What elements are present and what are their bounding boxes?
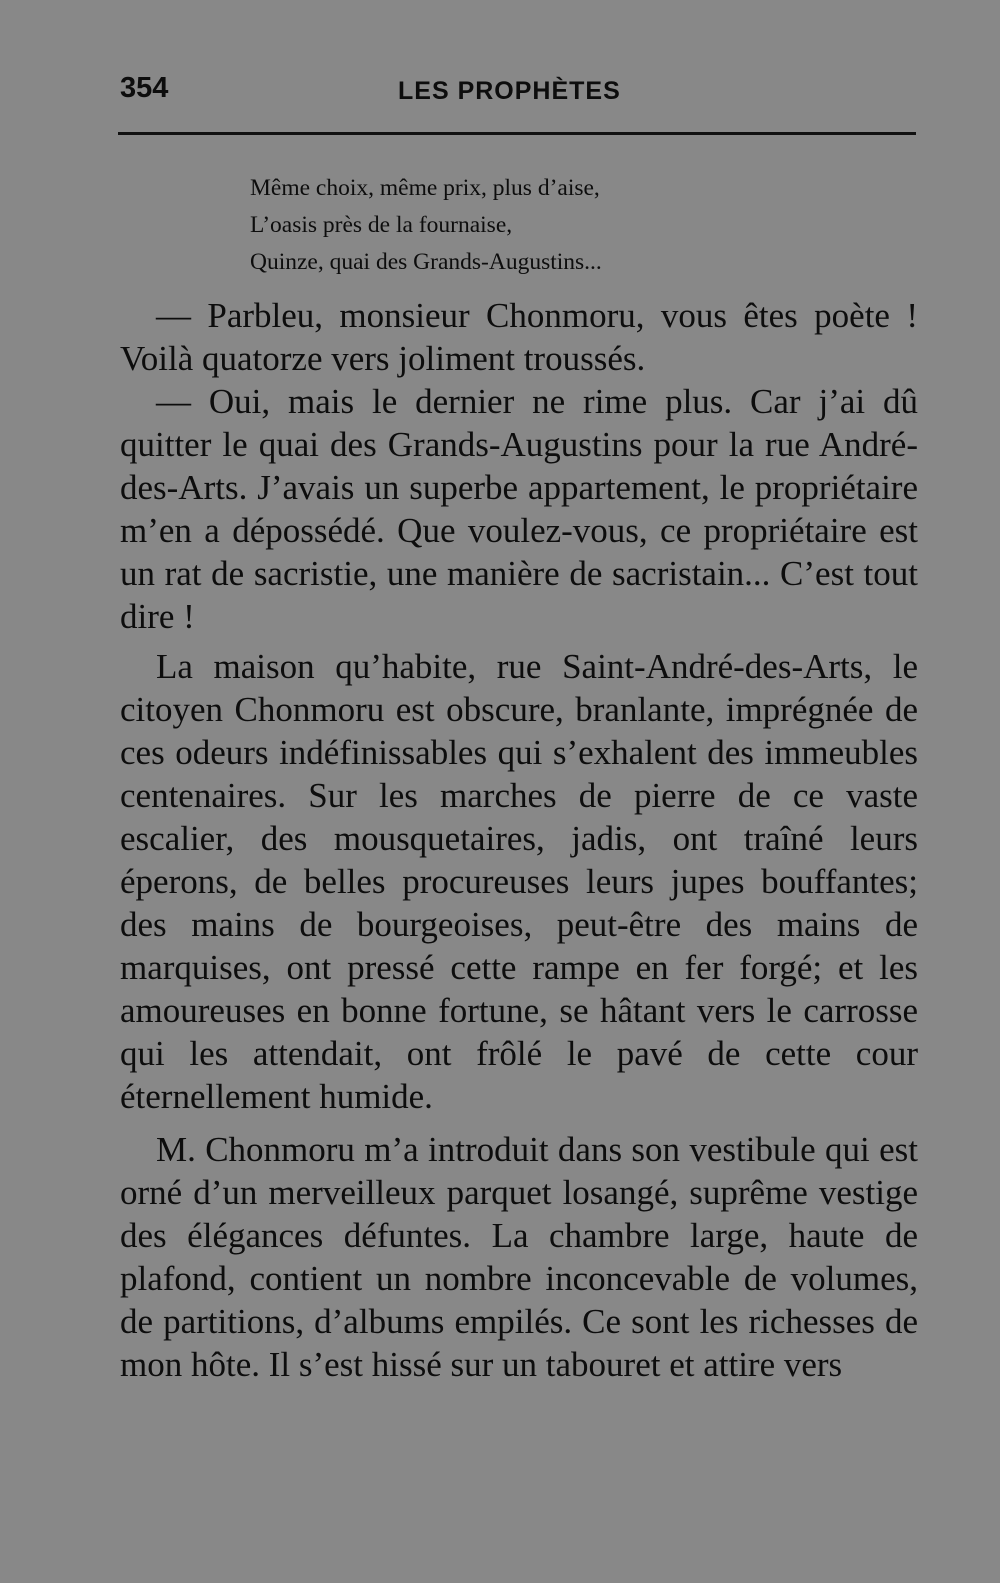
page-number: 354 (120, 72, 169, 104)
verse-line: L’oasis près de la fournaise, (250, 212, 513, 238)
paragraph: M. Chonmoru m’a introduit dans son vestibule qui est orné d’un merveilleux parquet losangé, suprême vestige des élégances défuntes. La chambre large, haute de plafond, contient un nombre inconcevable de volumes, de partitions, d’albums empilés. Ce sont les richesses de mon hôte. Il s’est hissé sur un tabouret et attire vers (120, 1130, 918, 1384)
verse-line: Quinze, quai des Grands-Augustins... (250, 249, 602, 275)
paragraph: La maison qu’habite, rue Saint-André-des-Arts, le citoyen Chonmoru est obscure, branlante, imprégnée de ces odeurs indéfinissables qui s’exhalent des immeubles centenaires. Sur les marches de pierre de ce vaste escalier, des mousquetaires, jadis, ont traîné leurs éperons, de belles procureuses leurs jupes bouffantes; des mains de bourgeoises, peut-être des mains de marquises, ont pressé cette rampe en fer forgé; et les amoureuses en bonne fortune, se hâtant vers le carrosse qui les attendait, ont frôlé le pavé de cette cour éternellement humide. (120, 647, 918, 1116)
running-head (120, 72, 915, 112)
header-rule (118, 132, 916, 135)
running-title: LES PROPHÈTES (398, 77, 621, 105)
verse-line: Même choix, même prix, plus d’aise, (250, 175, 600, 201)
paragraph: — Parbleu, monsieur Chonmoru, vous êtes poète ! Voilà quatorze vers joliment troussés. (120, 296, 918, 378)
paragraph: — Oui, mais le dernier ne rime plus. Car j’ai dû quitter le quai des Grands-Augustins pour la rue André-des-Arts. J’avais un superbe appartement, le propriétaire m’en a dépossédé. Que voulez-vous, ce propriétaire est un rat de sacristie, une manière de sacristain... C’est tout dire ! (120, 382, 918, 636)
verse-stanza (250, 170, 602, 281)
body-text (120, 294, 918, 1386)
